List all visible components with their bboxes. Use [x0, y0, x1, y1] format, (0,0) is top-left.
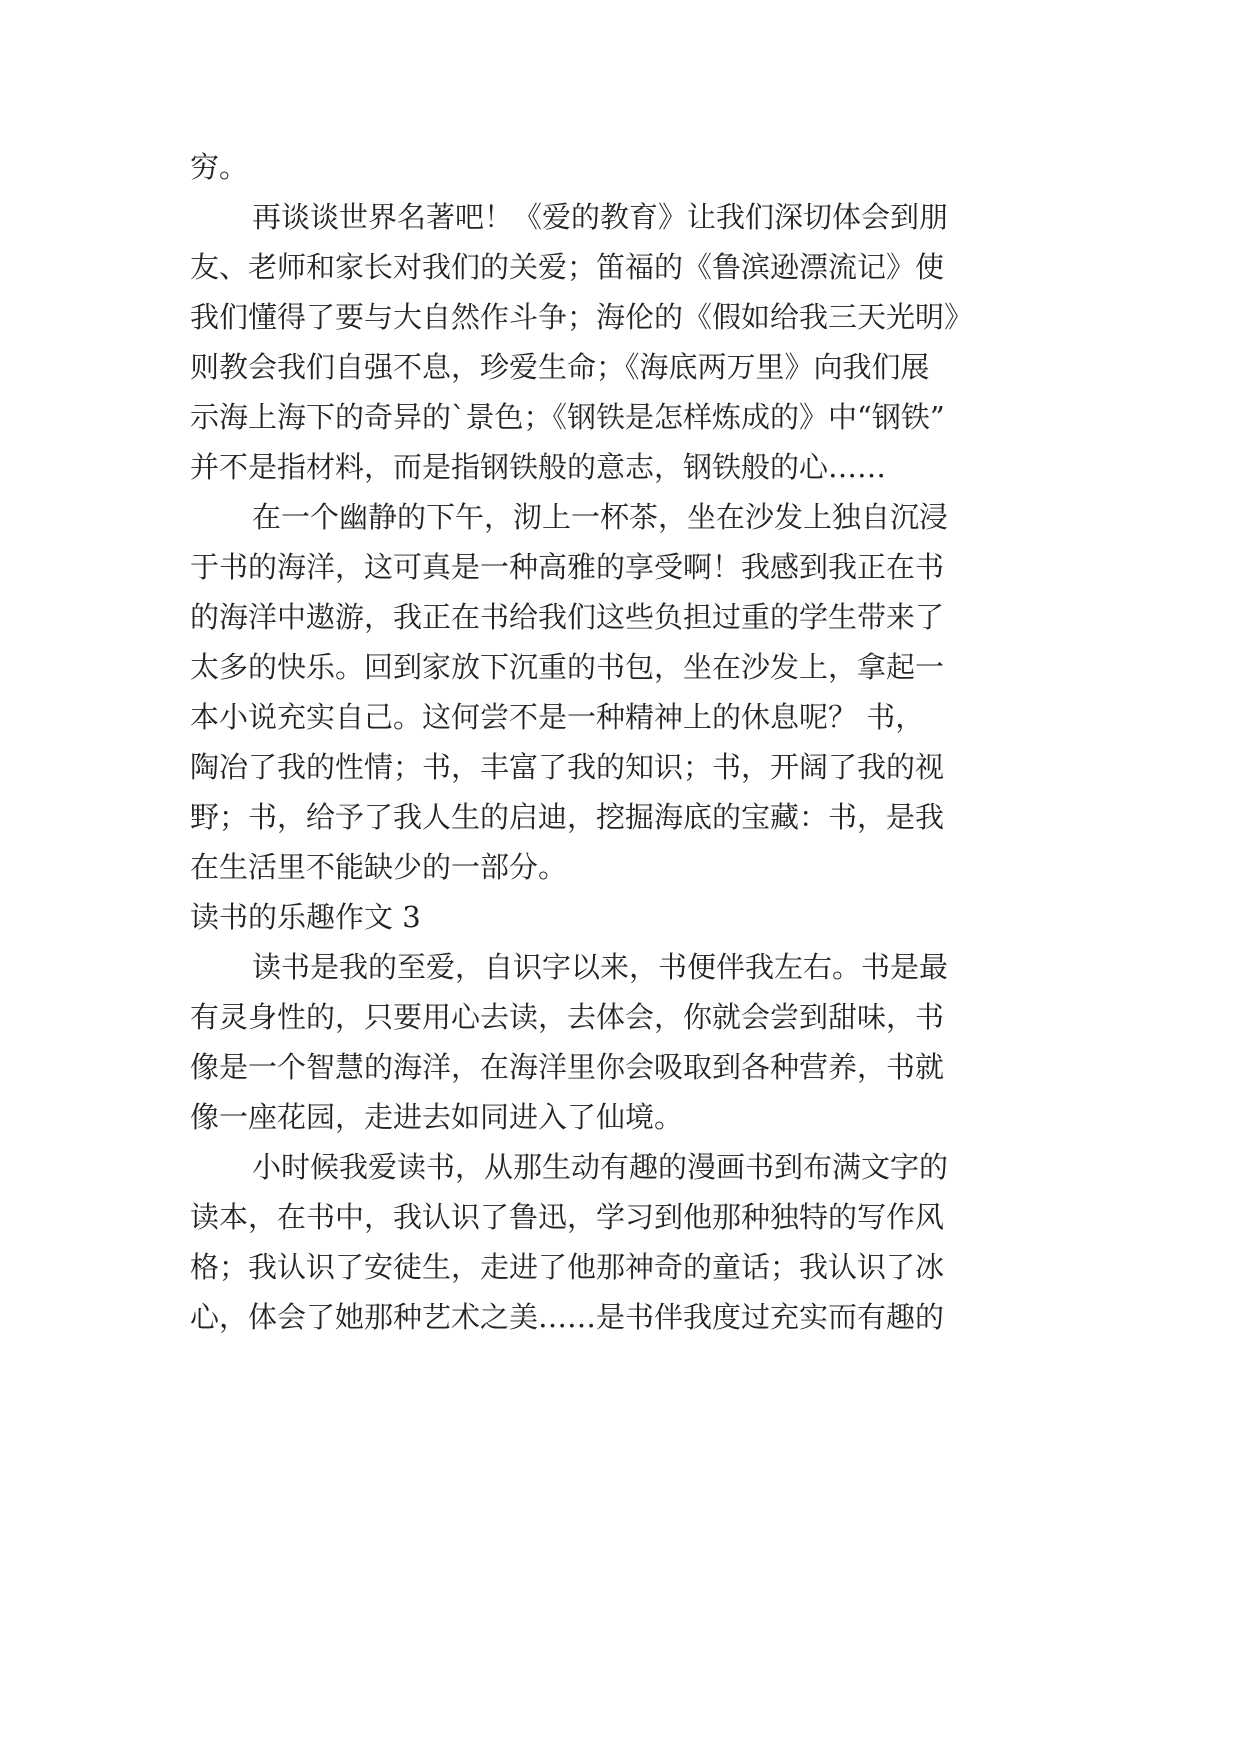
paragraph-first-line: 读书是我的至爱，自识字以来，书便伴我左右。书是最 — [252, 950, 949, 984]
text-line: 太多的快乐。回到家放下沉重的书包，坐在沙发上，拿起一 — [190, 650, 945, 684]
text-line: 示海上海下的奇异的`景色；《钢铁是怎样炼成的》中“钢铁” — [190, 400, 945, 434]
text-line: 格；我认识了安徒生，走进了他那神奇的童话；我认识了冰 — [190, 1250, 945, 1284]
text-line: 野；书，给予了我人生的启迪，挖掘海底的宝藏：书，是我 — [190, 800, 945, 834]
text-line: 我们懂得了要与大自然作斗争；海伦的《假如给我三天光明》 — [190, 300, 974, 334]
text-line: 于书的海洋，这可真是一种高雅的享受啊！我感到我正在书 — [190, 550, 945, 584]
text-line: 本小说充实自己。这何尝不是一种精神上的休息呢？ 书， — [190, 700, 925, 734]
text-line: 像一座花园，走进去如同进入了仙境。 — [190, 1100, 684, 1134]
paragraph-first-line: 在一个幽静的下午，沏上一杯茶，坐在沙发上独自沉浸 — [252, 500, 949, 534]
text-line: 穷。 — [190, 150, 249, 184]
paragraph-first-line: 小时候我爱读书，从那生动有趣的漫画书到布满文字的 — [252, 1150, 949, 1184]
section-heading: 读书的乐趣作文 3 — [190, 900, 421, 934]
text-line: 有灵身性的，只要用心去读，去体会，你就会尝到甜味，书 — [190, 1000, 945, 1034]
text-line: 的海洋中遨游，我正在书给我们这些负担过重的学生带来了 — [190, 600, 945, 634]
text-line: 心，体会了她那种艺术之美……是书伴我度过充实而有趣的 — [190, 1300, 945, 1334]
text-line: 陶冶了我的性情；书，丰富了我的知识；书，开阔了我的视 — [190, 750, 945, 784]
text-line: 读本，在书中，我认识了鲁迅，学习到他那种独特的写作风 — [190, 1200, 945, 1234]
text-line: 则教会我们自强不息，珍爱生命；《海底两万里》向我们展 — [190, 350, 930, 384]
text-line: 像是一个智慧的海洋，在海洋里你会吸取到各种营养，书就 — [190, 1050, 945, 1084]
text-line: 并不是指材料，而是指钢铁般的意志，钢铁般的心…… — [190, 450, 887, 484]
text-line: 在生活里不能缺少的一部分。 — [190, 850, 568, 884]
paragraph-first-line: 再谈谈世界名著吧！《爱的教育》让我们深切体会到朋 — [252, 200, 949, 234]
document-body — [190, 142, 1050, 1342]
text-line: 友、老师和家长对我们的关爱；笛福的《鲁滨逊漂流记》使 — [190, 250, 945, 284]
